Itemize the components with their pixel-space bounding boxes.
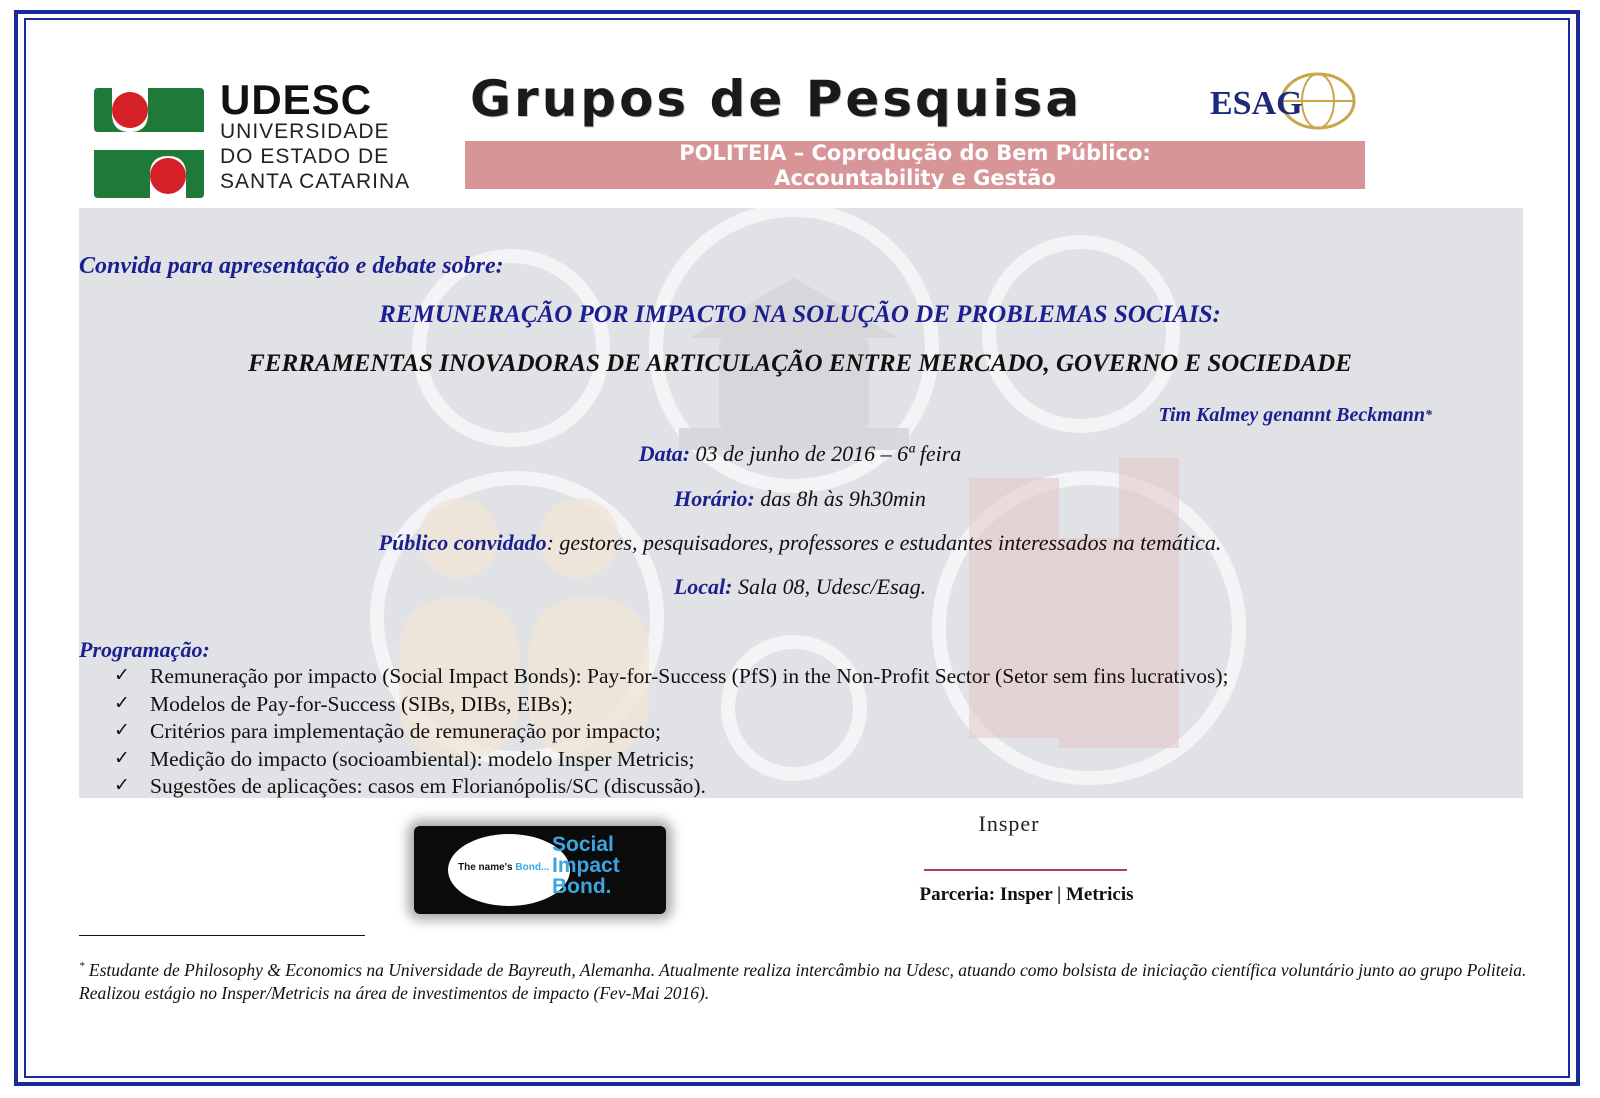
date-line [0,441,1600,467]
checkmark-icon: ✓ [114,664,130,686]
politeia-line-2: Accountability e Gestão [774,166,1056,190]
udesc-line-3: SANTA CATARINA [220,170,411,193]
partnership-caption: Parceria: Insper | Metricis [919,884,1134,905]
udesc-line-1: UNIVERSIDADE [220,120,390,143]
sib-tagline-text: The name's [458,862,516,873]
program-item-text: Remuneração por impacto (Social Impact Bonds): Pay-for-Success (PfS) in the Non-Profit Sector (Setor sem fins lucrativos); [150,664,1229,688]
program-title: Programação: [79,637,210,662]
date-label: Data: [638,441,691,466]
invite-heading: Convida para apresentação e debate sobre: [79,253,504,279]
speaker-name [1159,404,1433,427]
footnote [79,955,1529,1005]
svg-text:ESAG: ESAG [1210,85,1303,122]
sib-word-3: Bond. [552,875,612,898]
time-label: Horário: [674,486,755,511]
audience-value: : gestores, pesquisadores, professores e estudantes interessados na temática. [546,530,1222,555]
udesc-line-2: DO ESTADO DE [220,145,390,168]
sib-tagline-bond: Bond... [515,862,550,873]
footnote-mark: * [79,960,85,972]
footnote-mark: * [1425,408,1432,423]
program-item [110,747,1229,775]
grupos-de-pesquisa-title: Grupos de Pesquisa [470,70,1083,128]
udesc-logo [94,76,414,202]
location-line [0,574,1600,600]
location-value: Sala 08, Udesc/Esag. [732,574,927,599]
udesc-name: UDESC [220,76,373,123]
sib-word-1: Social [552,833,614,856]
program-item-text: Sugestões de aplicações: casos em Florianópolis/SC (discussão). [150,774,706,798]
insper-divider [924,869,1127,871]
esag-logo [1208,70,1358,132]
politeia-banner [465,141,1365,189]
program-item-text: Critérios para implementação de remuneração por impacto; [150,719,662,743]
footnote-rule [79,935,365,936]
social-impact-bond-logo [414,826,666,914]
event-title: REMUNERAÇÃO POR IMPACTO NA SOLUÇÃO DE PROBLEMAS SOCIAIS: [379,301,1221,328]
politeia-line-1: POLITEIA – Coprodução do Bem Público: [679,141,1151,165]
checkmark-icon: ✓ [114,746,130,769]
checkmark-icon: ✓ [114,719,130,741]
audience-line [0,530,1600,556]
program-item-text: Modelos de Pay-for-Success (SIBs, DIBs, EIBs); [150,691,573,716]
time-value: das 8h às 9h30min [754,486,926,511]
program-item [110,719,1229,747]
sib-word-2: Impact [552,854,620,877]
event-subtitle: FERRAMENTAS INOVADORAS DE ARTICULAÇÃO ENTRE MERCADO, GOVERNO E SOCIEDADE [248,350,1352,377]
time-line [0,486,1600,512]
program-list [110,664,1229,802]
insper-logo: Insper [978,811,1040,836]
checkmark-icon: ✓ [114,774,130,796]
date-value: 03 de junho de 2016 – 6ª feira [690,441,962,466]
program-item [110,692,1229,720]
audience-label: Público convidado [378,530,547,555]
sib-tagline [458,862,549,873]
program-item-text: Medição do impacto (socioambiental): modelo Insper Metricis; [150,746,695,771]
program-item [110,774,1229,802]
udesc-emblem-icon [94,88,204,198]
program-item [110,664,1229,692]
footnote-text: Estudante de Philosophy & Economics na Universidade de Bayreuth, Alemanha. Atualmente realiza intercâmbio na Udesc, atuando como bolsista de iniciação científica voluntário junto ao grupo Politeia. Realizou estágio no Insper/Metricis na área de investimentos de impacto (Fev-Mai 2016). [79,959,1527,1003]
checkmark-icon: ✓ [114,691,130,714]
sib-wordmark [552,834,620,897]
location-label: Local: [673,574,733,599]
speaker-name-text: Tim Kalmey genannt Beckmann [1158,404,1425,426]
